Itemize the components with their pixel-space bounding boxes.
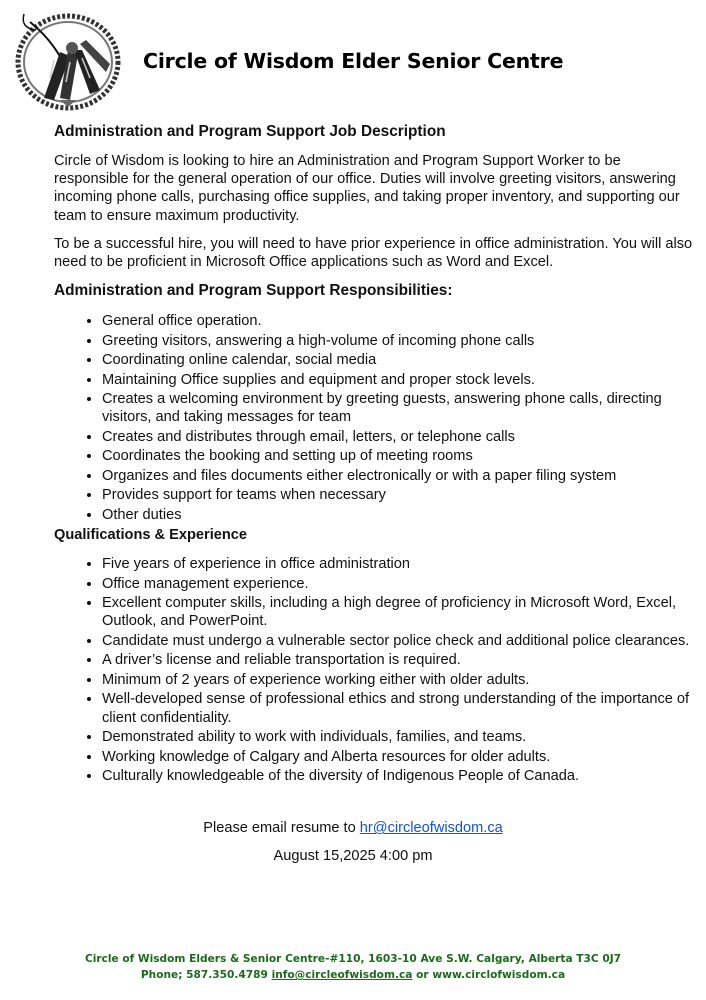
list-item: • Organizes and files documents either electronically or with a paper filing system	[102, 467, 694, 485]
list-item: • Working knowledge of Calgary and Alberta resources for older adults.	[102, 748, 694, 766]
footer-contact	[0, 967, 706, 983]
list-item: • Five years of experience in office administration	[102, 555, 694, 573]
list-item: • Coordinating online calendar, social media	[102, 351, 694, 369]
list-item: • Provides support for teams when necessary	[102, 486, 694, 504]
list-item: • Office management experience.	[102, 575, 694, 593]
list-item: • General office operation.	[102, 312, 694, 330]
qualifications-heading: Qualifications & Experience	[54, 527, 248, 544]
deadline: August 15,2025 4:00 pm	[273, 848, 433, 865]
qualifications-list	[54, 555, 694, 785]
list-item: • A driver’s license and reliable transportation is required.	[102, 651, 694, 669]
footer-website[interactable]: www.circlofwisdom.ca	[432, 969, 566, 981]
intro-paragraph-2: To be a successful hire, you will need to have prior experience in office administration. You will also need to be proficient in Microsoft Office applications such as Word and Excel.	[54, 235, 693, 271]
apply-email-text: Please email resume to	[203, 820, 356, 837]
intro-paragraph-1: Circle of Wisdom is looking to hire an Administration and Program Support Worker to be responsible for the general operation of our office. Duties will involve greeting visitors, answering incoming phone calls, purchasing office supplies, and taking proper inventory, and supporting our team to ensure maximum productivity.	[54, 153, 680, 224]
footer-phone: Phone; 587.350.4789	[140, 969, 268, 981]
list-item: • Other duties	[102, 506, 694, 524]
footer-or: or	[416, 969, 429, 981]
list-item: • Well-developed sense of professional ethics and strong understanding of the importance of client confidentiality.	[102, 690, 694, 726]
list-item: • Candidate must undergo a vulnerable sector police check and additional police clearances.	[102, 632, 694, 650]
list-item: • Excellent computer skills, including a high degree of proficiency in Microsoft Word, Excel, Outlook, and PowerPoint.	[102, 594, 694, 630]
job-title: Administration and Program Support Job Description	[54, 123, 446, 140]
footer-email-link[interactable]: info@circleofwisdom.ca	[271, 969, 413, 981]
apply-email-line	[0, 819, 706, 837]
list-item: • Maintaining Office supplies and equipment and proper stock levels.	[102, 371, 694, 389]
list-item: • Creates and distributes through email, letters, or telephone calls	[102, 428, 694, 446]
list-item: • Creates a welcoming environment by greeting guests, answering phone calls, directing visitors, and taking messages for team	[102, 390, 694, 426]
list-item: • Coordinates the booking and setting up of meeting rooms	[102, 447, 694, 465]
responsibilities-list	[54, 312, 694, 524]
hr-email-link[interactable]: hr@circleofwisdom.ca	[359, 820, 503, 837]
list-item: • Minimum of 2 years of experience working either with older adults.	[102, 671, 694, 689]
footer-address: Circle of Wisdom Elders & Senior Centre-#110, 1603-10 Ave S.W. Calgary, Alberta T3C 0J7	[84, 953, 622, 965]
list-item: • Culturally knowledgeable of the diversity of Indigenous People of Canada.	[102, 767, 694, 785]
job-content	[54, 122, 694, 866]
footer	[0, 951, 706, 983]
list-item: • Demonstrated ability to work with individuals, families, and teams.	[102, 728, 694, 746]
responsibilities-heading: Administration and Program Support Responsibilities:	[54, 282, 453, 300]
org-title: Circle of Wisdom Elder Senior Centre	[143, 49, 564, 73]
list-item: • Greeting visitors, answering a high-volume of incoming phone calls	[102, 332, 694, 350]
circle-of-wisdom-logo	[10, 8, 128, 112]
